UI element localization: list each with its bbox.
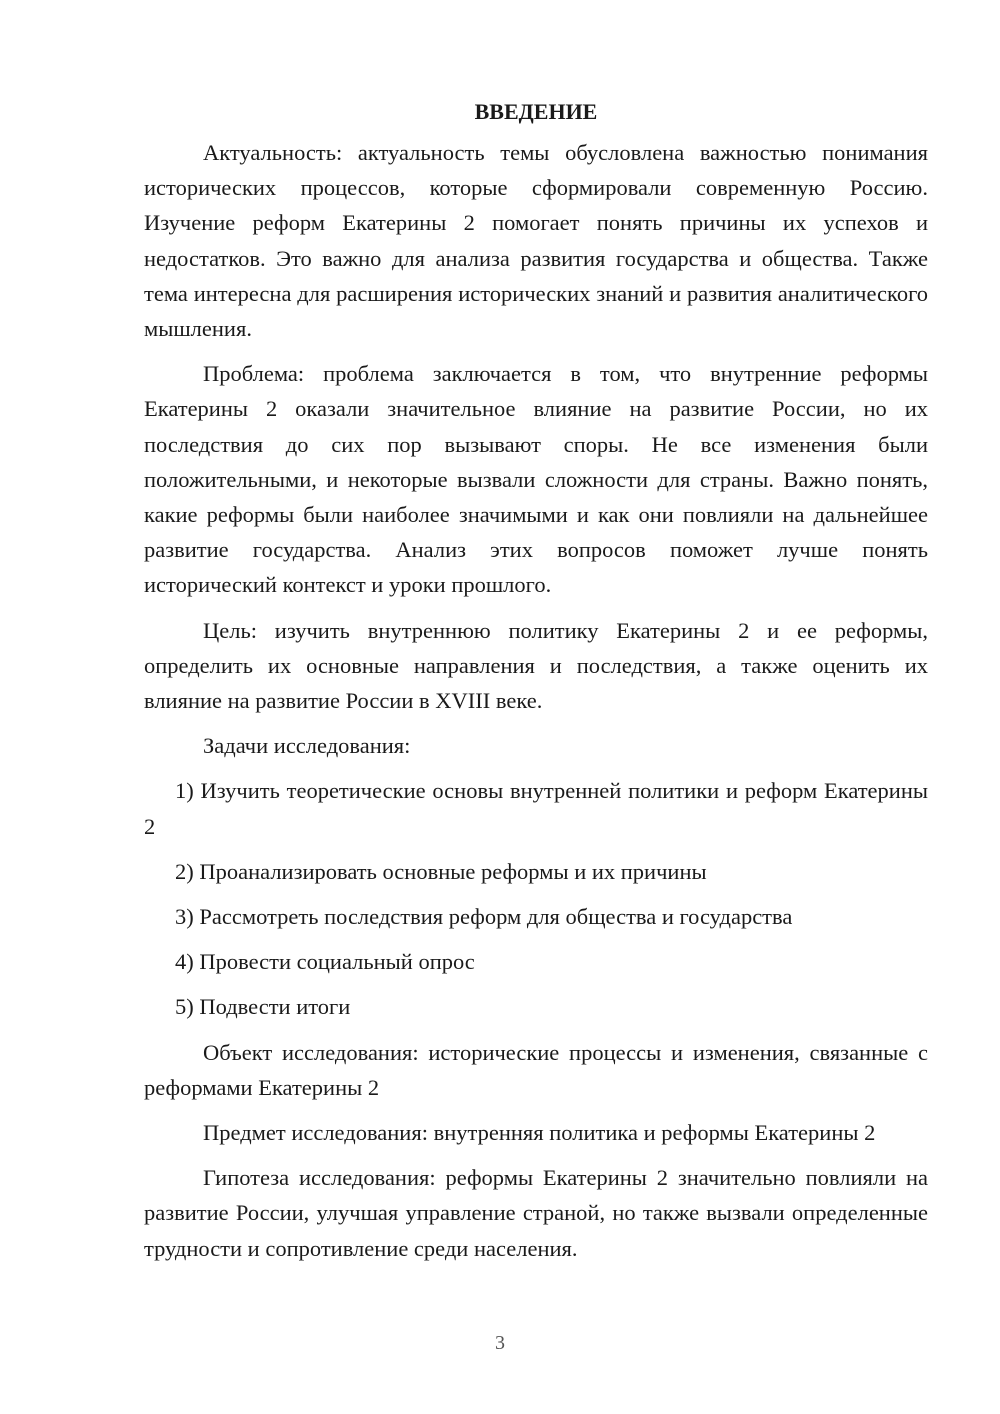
paragraph-subject: Предмет исследования: внутренняя политика и реформы Екатерины 2 <box>203 1120 876 1146</box>
task-item-4: 4) Провести социальный опрос <box>175 949 475 975</box>
task-item-1: 1) Изучить теоретические основы внутренней политики и реформ Екатерины 2 <box>144 778 928 839</box>
paragraph-problem: Проблема: проблема заключается в том, что внутренние реформы Екатерины 2 оказали значительное влияние на развитие России, но их последствия до сих пор вызывают споры. Не все изменения были положительными, и некоторые вызвали сложности для страны. Важно понять, какие реформы были наиболее значимыми и как они повлияли на дальнейшее развитие государства. Анализ этих вопросов поможет лучше понять исторический контекст и уроки прошлого. <box>144 361 928 598</box>
task-item-3: 3) Рассмотреть последствия реформ для общества и государства <box>175 904 793 930</box>
paragraph-goal: Цель: изучить внутреннюю политику Екатерины 2 и ее реформы, определить их основные направления и последствия, а также оценить их влияние на развитие России в XVIII веке. <box>144 617 928 714</box>
tasks-heading: Задачи исследования: <box>203 733 411 759</box>
paragraph-relevance: Актуальность: актуальность темы обусловлена важностью понимания исторических процессов, которые сформировали современную Россию. Изучение реформ Екатерины 2 помогает понять причины их успехов и недостатков. Это важно для анализа развития государства и общества. Также тема интересна для расширения исторических знаний и развития аналитического мышления. <box>144 140 928 342</box>
page-title: ВВЕДЕНИЕ <box>474 99 598 124</box>
page-number: 3 <box>495 1332 505 1354</box>
document-page <box>144 94 928 1276</box>
task-item-2: 2) Проанализировать основные реформы и их причины <box>175 858 707 884</box>
paragraph-hypothesis: Гипотеза исследования: реформы Екатерины 2 значительно повлияли на развитие России, улучшая управление страной, но также вызвали определенные трудности и сопротивление среди населения. <box>144 1165 928 1261</box>
paragraph-object: Объект исследования: исторические процессы и изменения, связанные с реформами Екатерины 2 <box>144 1039 928 1100</box>
task-item-5: 5) Подвести итоги <box>175 994 351 1020</box>
